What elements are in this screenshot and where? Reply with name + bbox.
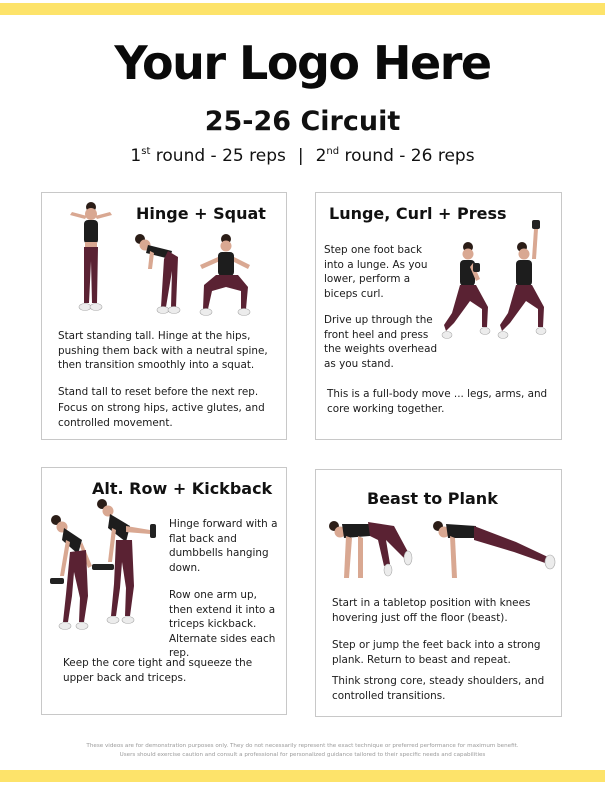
card-title: Beast to Plank xyxy=(367,489,498,508)
top-accent-bar xyxy=(0,3,605,15)
exercise-figures-image xyxy=(60,199,260,329)
exercise-figures-image xyxy=(46,496,170,636)
card-instruction-2: Drive up through the front heel and press the weights overhead as you stand. xyxy=(324,314,438,370)
card-instruction-1: Start standing tall. Hinge at the hips, pushing them back with a neutral spine, then transition smoothly into a squat. xyxy=(58,330,268,371)
round2-text: round - 26 reps xyxy=(339,146,475,166)
page-title: 25-26 Circuit xyxy=(204,106,401,137)
disclaimer-line-1: These videos are for demonstration purposes only. They do not necessarily represent the exact technique or preferred performance for maximum benefit. xyxy=(86,743,519,749)
card-instruction-3: Think strong core, steady shoulders, and controlled transitions. xyxy=(332,675,545,702)
exercise-figures-image xyxy=(324,512,560,588)
card-title: Alt. Row + Kickback xyxy=(92,479,273,498)
card-title: Lunge, Curl + Press xyxy=(329,204,507,223)
exercise-card-lunge-curl-press xyxy=(315,192,562,440)
card-title: Hinge + Squat xyxy=(136,204,266,223)
card-instruction-1: Step one foot back into a lunge. As you lower, perform a biceps curl. xyxy=(324,244,428,300)
card-instruction-3: Keep the core tight and squeeze the upper back and triceps. xyxy=(63,657,253,684)
round1-number: 1 xyxy=(130,146,142,166)
round1-text: round - 25 reps xyxy=(150,146,286,166)
logo-placeholder: Your Logo Here xyxy=(114,36,491,90)
card-instruction-2: Step or jump the feet back into a strong plank. Return to beast and repeat. xyxy=(332,639,541,666)
card-instruction-1: Start in a tabletop position with knees hovering just off the floor (beast). xyxy=(332,597,531,624)
card-instruction-2: Row one arm up, then extend it into a triceps kickback. Alternate sides each rep. xyxy=(169,589,276,659)
exercise-card-row-kickback xyxy=(41,467,287,715)
card-instruction-1: Hinge forward with a flat back and dumbbells hanging down. xyxy=(169,518,278,574)
disclaimer-line-2: Users should exercise caution and consult a professional for personalized guidance tailored to their specific needs and capabilities xyxy=(119,752,486,758)
round2-ordinal: nd xyxy=(326,146,340,157)
exercise-card-hinge-squat xyxy=(41,192,287,440)
card-instruction-3: Focus on strong hips, active glutes, and controlled movement. xyxy=(58,402,265,429)
card-instruction-2: Stand tall to reset before the next rep. xyxy=(58,386,259,398)
exercise-card-beast-plank xyxy=(315,469,562,717)
bottom-accent-bar xyxy=(0,770,605,782)
rounds-subtitle xyxy=(0,146,605,166)
disclaimer xyxy=(0,742,605,760)
exercise-figures-image xyxy=(440,217,556,357)
round1-ordinal: st xyxy=(141,146,151,157)
round2-number: 2 xyxy=(315,146,327,166)
round-separator: | xyxy=(297,146,304,166)
card-instruction-3: This is a full-body move ... legs, arms, and core working together. xyxy=(327,388,548,415)
